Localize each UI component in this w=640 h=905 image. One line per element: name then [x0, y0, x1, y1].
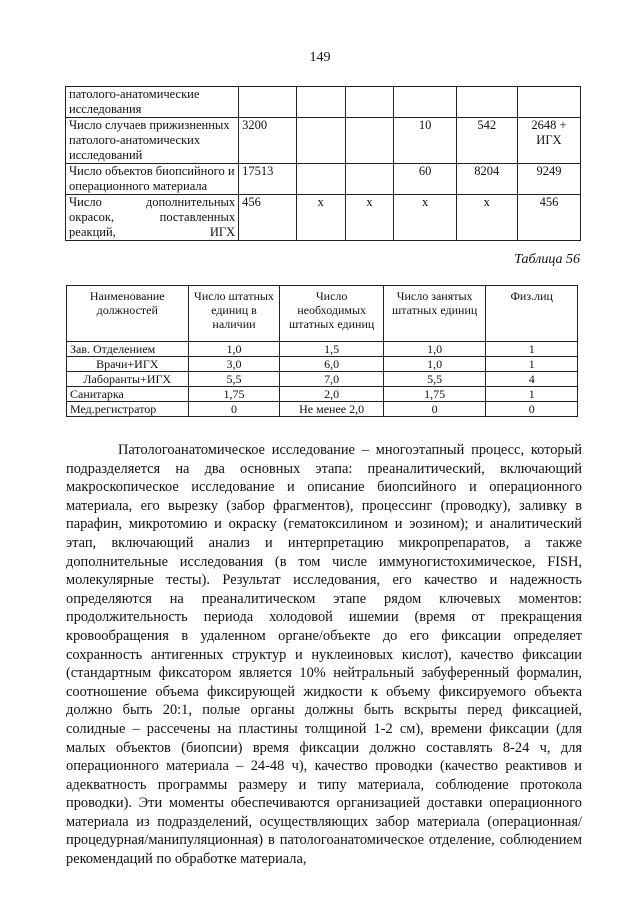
table-cell: 456 [239, 195, 297, 241]
table-cell [296, 87, 345, 118]
table-row [67, 387, 578, 402]
column-header: Число необходимых штатных единиц [280, 286, 383, 342]
table-cell: 1,0 [383, 357, 486, 372]
table-cell: 2,0 [280, 387, 383, 402]
table-cell: 1,75 [188, 387, 280, 402]
table-cell: 2648 + ИГХ [517, 118, 580, 164]
table-cell: 542 [456, 118, 517, 164]
table-cell [345, 164, 394, 195]
table-cell: 4 [486, 372, 578, 387]
staffing-table [66, 285, 578, 417]
position-cell: Лаборанты+ИГХ [67, 372, 189, 387]
table-cell [345, 118, 394, 164]
column-header: Число занятых штатных единиц [383, 286, 486, 342]
table-cell: x [345, 195, 394, 241]
table-cell: x [394, 195, 456, 241]
table-cell: 6,0 [280, 357, 383, 372]
table-cell [517, 87, 580, 118]
table-cell: 1,75 [383, 387, 486, 402]
table-cell-name: Число дополнительных окрасок, поставленных реакций, ИГХ [66, 195, 239, 241]
position-cell: Врачи+ИГХ [67, 357, 189, 372]
table-cell-name: Число объектов биопсийного и операционного материала [66, 164, 239, 195]
table-cell: 9249 [517, 164, 580, 195]
table-cell: 0 [486, 402, 578, 417]
table-cell-name: Число случаев прижизненных патолого-анатомических исследований [66, 118, 239, 164]
statistics-table [65, 86, 581, 241]
table-header-row [67, 286, 578, 342]
table-cell [394, 87, 456, 118]
table-row [67, 372, 578, 387]
table-cell: 3,0 [188, 357, 280, 372]
page-number: 149 [309, 50, 331, 65]
column-header: Наименование должностей [67, 286, 189, 342]
table-cell: 1,5 [280, 342, 383, 357]
table-cell: 5,5 [383, 372, 486, 387]
table-row [66, 164, 581, 195]
table-cell: 1,0 [383, 342, 486, 357]
column-header: Число штатных единиц в наличии [188, 286, 280, 342]
body-text [66, 441, 582, 869]
table-cell: 456 [517, 195, 580, 241]
table-cell [296, 118, 345, 164]
table-cell: 8204 [456, 164, 517, 195]
table-cell: 17513 [239, 164, 297, 195]
table-cell: 60 [394, 164, 456, 195]
position-cell: Зав. Отделением [67, 342, 189, 357]
table-cell: 1 [486, 387, 578, 402]
table-cell: x [456, 195, 517, 241]
table-cell [239, 87, 297, 118]
table-cell: 0 [188, 402, 280, 417]
table-cell: 1,0 [188, 342, 280, 357]
table-cell: 5,5 [188, 372, 280, 387]
table-row [66, 87, 581, 118]
table-cell: Не менее 2,0 [280, 402, 383, 417]
table-cell-name: патолого-анатомические исследования [66, 87, 239, 118]
table-row [67, 357, 578, 372]
table-cell: 0 [383, 402, 486, 417]
position-cell: Санитарка [67, 387, 189, 402]
table-caption: Таблица 56 [514, 252, 580, 267]
table-row [67, 402, 578, 417]
table-cell: 7,0 [280, 372, 383, 387]
column-header: Физ.лиц [486, 286, 578, 342]
position-cell: Мед.регистратор [67, 402, 189, 417]
table-cell: 10 [394, 118, 456, 164]
paragraph: Патологоанатомическое исследование – многоэтапный процесс, который подразделяется на два основных этапа: преаналитический, включающий макроскопическое исследование и описание биопсийного и операционного материала, его вырезку (забор фрагментов), процессинг (проводку), заливку в парафин, микротомию и окраску (гематоксилином и эозином); и аналитический этап, включающий анализ и интерпретацию микропрепаратов, а также дополнительные исследования (в том числе иммуногистохимическое, FISH, молекулярные тесты). Результат исследования, его качество и надежность определяются на преаналитическом этапе рядом ключевых моментов: продолжительность периода холодовой ишемии (время от прекращения кровообращения в удаленном органе/объекте до его фиксации определяет сохранность антигенных структур и нуклеиновых кислот), качество фиксации (стандартным фиксатором является 10% нейтральный забуференный формалин, соотношение объема фиксирующей жидкости к объему фиксируемого объекта должно быть 20:1, полые органы должны быть вскрыты перед фиксацией, солидные – рассечены на пластины толщиной 1-2 см), времени фиксации (для малых объектов (биопсии) время фиксации должно составлять 8-24 ч, для операционного материала – 24-48 ч), качество проводки (качество реактивов и адекватность программы размеру и типу материала, соблюдение протокола проводки). Эти моменты обеспечиваются организацией доставки операционного материала из подразделений, осуществляющих забор материала (операционная/процедурная/манипуляционная) в патологоанатомическое отделение, соблюдением рекомендаций по обработке материала, [66, 442, 582, 868]
table-cell [345, 87, 394, 118]
table-cell: 1 [486, 342, 578, 357]
table-cell: 1 [486, 357, 578, 372]
table-cell: 3200 [239, 118, 297, 164]
table-row [67, 342, 578, 357]
table-cell [456, 87, 517, 118]
table-cell: x [296, 195, 345, 241]
table-cell [296, 164, 345, 195]
table-row [66, 118, 581, 164]
table-row [66, 195, 581, 241]
